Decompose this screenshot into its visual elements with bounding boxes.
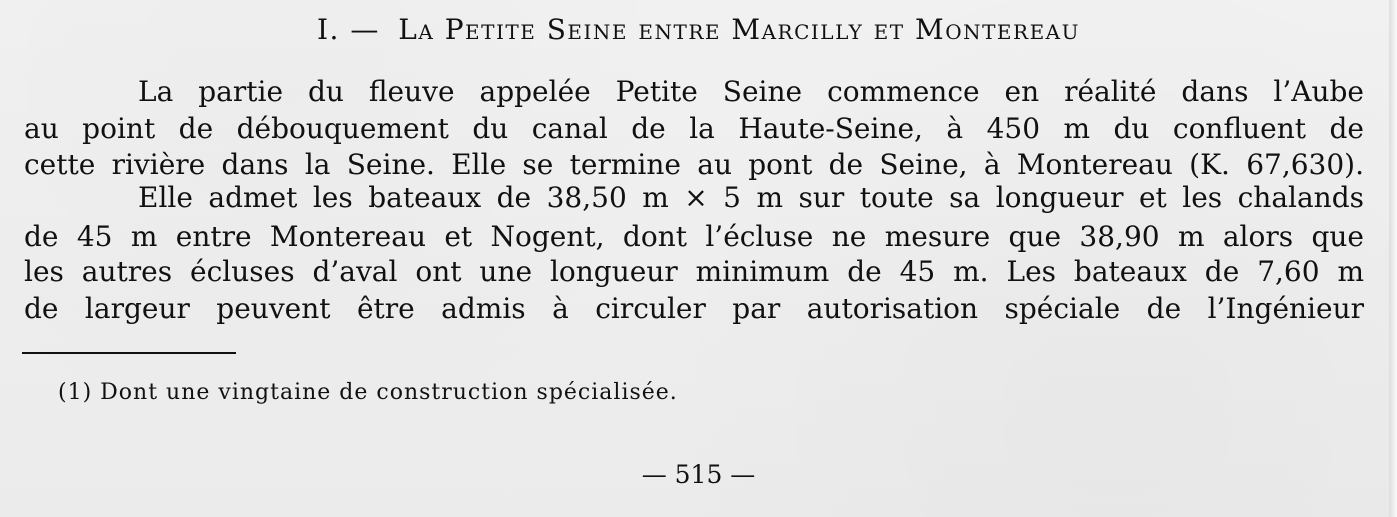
footnote-text: (1) Dont une vingtaine de construction spécialisée. [58,380,678,405]
footnote-separator [22,352,236,354]
paragraph-line-6: les autres écluses d’aval ont une longueur minimum de 45 m. Les bateaux de 7,60 m [24,255,1364,288]
paragraph-line-2: au point de débouquement du canal de la Haute-Seine, à 450 m du confluent de [24,112,1364,145]
paragraph-line-4: Elle admet les bateaux de 38,50 m × 5 m sur toute sa longueur et les chalands [138,181,1364,214]
section-title: La Petite Seine entre Marcilly et Montereau [398,13,1080,46]
section-number: I. — [317,13,380,46]
paragraph-line-7: de largeur peuvent être admis à circuler par autorisation spéciale de l’Ingénieur [24,292,1364,325]
paragraph-line-3: cette rivière dans la Seine. Elle se termine au pont de Seine, à Montereau (K. 67,630). [24,148,1364,181]
paragraph-line-1: La partie du fleuve appelée Petite Seine commence en réalité dans l’Aube [138,75,1364,108]
page-number: — 515 — [641,460,756,489]
page-edge-shadow [1389,0,1397,517]
paragraph-line-5: de 45 m entre Montereau et Nogent, dont l’écluse ne mesure que 38,90 m alors que [24,220,1364,253]
section-heading [0,10,1397,50]
